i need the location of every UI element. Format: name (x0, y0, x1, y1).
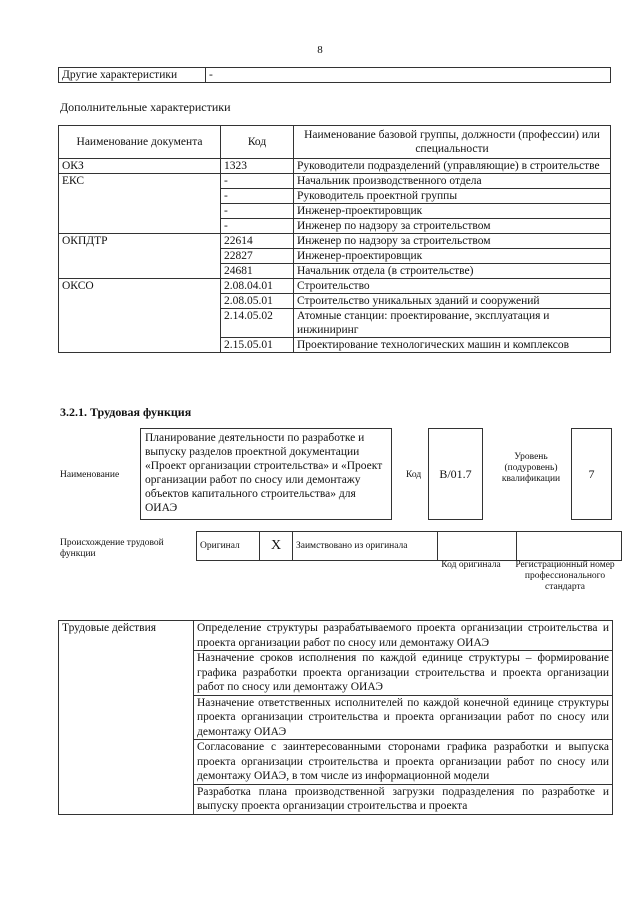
group-name-cell: Начальник отдела (в строительстве) (294, 264, 611, 279)
borrowed-label: Заимствовано из оригинала (293, 532, 438, 561)
original-mark: X (260, 532, 293, 561)
code-cell: - (221, 174, 294, 189)
code-cell: 1323 (221, 159, 294, 174)
table-row (59, 159, 611, 174)
function-code-label: Код (406, 470, 422, 480)
group-name-cell: Строительство (294, 279, 611, 294)
code-cell: 22614 (221, 234, 294, 249)
code-cell: - (221, 204, 294, 219)
labor-actions-table (58, 620, 613, 815)
labor-action-item: Назначение ответственных исполнителей по каждой конечной единице структуры проекта организации строительства и проекта организации работ по сносу или демонтажу ОИАЭ (194, 695, 613, 740)
labor-action-item: Определение структуры разрабатываемого проекта организации строительства и проекта организации работ по сносу или демонтажу ОИАЭ (194, 621, 613, 651)
table-row (59, 234, 611, 249)
additional-characteristics-table (58, 125, 611, 353)
group-name-cell: Атомные станции: проектирование, эксплуатация и инжиниринг (294, 309, 611, 338)
additional-characteristics-title: Дополнительные характеристики (60, 100, 231, 114)
page-number: 8 (317, 44, 323, 56)
group-name-cell: Руководитель проектной группы (294, 189, 611, 204)
code-cell: - (221, 219, 294, 234)
other-characteristics-table (58, 67, 611, 83)
labor-action-item: Согласование с заинтересованными сторонами графика разработки и выпуска проекта организации строительства и проекта организации работ по сносу или демонтажу ОИАЭ, в том числе из информационной модели (194, 740, 613, 785)
header-document: Наименование документа (59, 126, 221, 159)
table-row (59, 279, 611, 294)
header-group-name: Наименование базовой группы, должности (профессии) или специальности (294, 126, 611, 159)
original-label: Оригинал (197, 532, 260, 561)
group-name-cell: Инженер по надзору за строительством (294, 219, 611, 234)
document-cell: ОКПДТР (59, 234, 221, 279)
group-name-cell: Инженер-проектировщик (294, 204, 611, 219)
other-characteristics-value: - (206, 68, 611, 83)
code-original-cell (438, 532, 517, 561)
code-cell: 2.08.04.01 (221, 279, 294, 294)
code-original-label: Код оригинала (441, 560, 501, 570)
qualification-level-label: Уровень (подуровень) квалификации (501, 452, 561, 484)
code-cell: 2.15.05.01 (221, 338, 294, 353)
reg-number-label: Регистрационный номер профессионального стандарта (515, 560, 615, 592)
function-name-box: Планирование деятельности по разработке и выпуску разделов проектной документации «Проект организации строительства» и «Проект организации работ по сносу или демонтажу объектов капитального строительства» для ОИАЭ (140, 428, 392, 520)
header-code: Код (221, 126, 294, 159)
group-name-cell: Инженер-проектировщик (294, 249, 611, 264)
other-characteristics-label: Другие характеристики (59, 68, 206, 83)
document-cell: ЕКС (59, 174, 221, 234)
document-cell: ОКСО (59, 279, 221, 353)
code-cell: 2.14.05.02 (221, 309, 294, 338)
table-row (59, 174, 611, 189)
function-origin-label: Происхождение трудовой функции (60, 538, 164, 559)
labor-action-item: Назначение сроков исполнения по каждой единице структуры – формирование графика разработки проекта организации строительства и проекта организации работ по сносу или демонтажу ОИАЭ (194, 651, 613, 696)
function-origin-table (196, 531, 622, 561)
group-name-cell: Руководители подразделений (управляющие) в строительстве (294, 159, 611, 174)
group-name-cell: Проектирование технологических машин и комплексов (294, 338, 611, 353)
group-name-cell: Инженер по надзору за строительством (294, 234, 611, 249)
reg-number-cell (517, 532, 622, 561)
group-name-cell: Начальник производственного отдела (294, 174, 611, 189)
code-cell: - (221, 189, 294, 204)
section-title: 3.2.1. Трудовая функция (60, 405, 192, 419)
document-cell: ОКЗ (59, 159, 221, 174)
labor-action-item: Разработка плана производственной загрузки подразделения по разработке и выпуску проекта организации строительства и проекта (194, 784, 613, 814)
labor-actions-label: Трудовые действия (59, 621, 194, 815)
table-row (59, 621, 613, 651)
code-cell: 22827 (221, 249, 294, 264)
qualification-level-box: 7 (571, 428, 612, 520)
group-name-cell: Строительство уникальных зданий и сооружений (294, 294, 611, 309)
function-code-box: B/01.7 (428, 428, 483, 520)
code-cell: 2.08.05.01 (221, 294, 294, 309)
code-cell: 24681 (221, 264, 294, 279)
function-name-label: Наименование (60, 470, 120, 480)
